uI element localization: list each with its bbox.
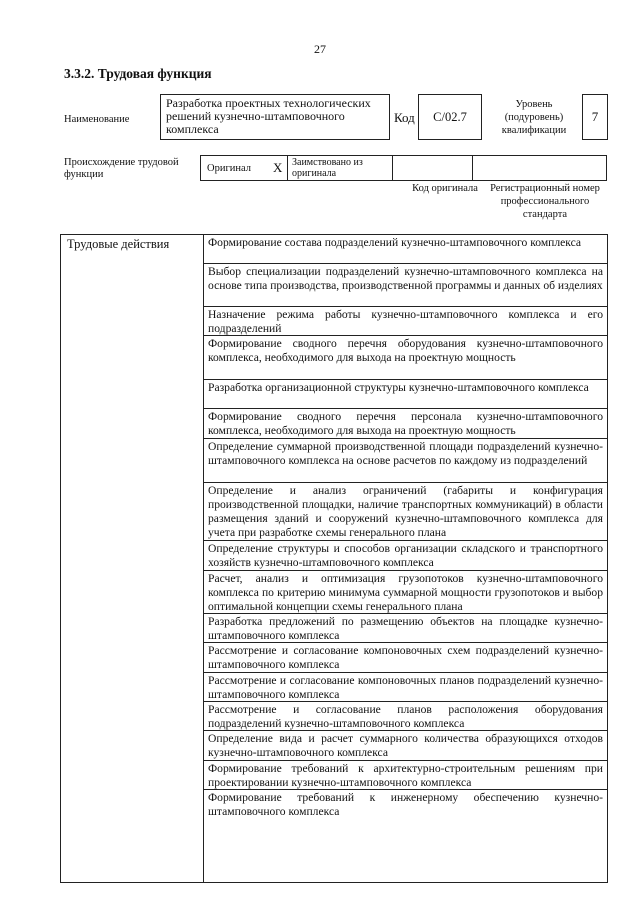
registration-number-cell: [473, 156, 606, 180]
level-value-field: 7: [582, 94, 608, 140]
labor-actions-table: [60, 234, 608, 883]
origin-table: [200, 155, 607, 181]
code-value-field: С/02.7: [418, 94, 482, 140]
labor-action-row: Формирование состава подразделений кузнечно-штамповочного комплекса: [204, 235, 607, 264]
page-number: 27: [314, 42, 326, 56]
caption-original-code: Код оригинала: [412, 183, 478, 194]
labor-action-row: Разработка организационной структуры кузнечно-штамповочного комплекса: [204, 380, 607, 409]
origin-borrowed-label: Заимствовано из оригинала: [292, 157, 363, 179]
name-label: Наименование: [64, 114, 130, 125]
labor-actions-list: [204, 235, 607, 822]
labor-action-row: Назначение режима работы кузнечно-штамповочного комплекса и его подразделений: [204, 307, 607, 336]
labor-action-row: Формирование требований к архитектурно-строительным решениям при проектировании кузнечно-штамповочного комплекса: [204, 761, 607, 790]
level-label: Уровень (подуровень) квалификации: [501, 99, 567, 136]
labor-action-row: Формирование сводного перечня персонала кузнечно-штамповочного комплекса, необходимого для выхода на проектную мощность: [204, 409, 607, 439]
labor-action-row: Определение вида и расчет суммарного количества образующихся отходов кузнечно-штамповочного комплекса: [204, 731, 607, 761]
labor-action-row: Разработка предложений по размещению объектов на площадке кузнечно-штамповочного комплекса: [204, 614, 607, 643]
section-title: 3.3.2. Трудовая функция: [64, 66, 212, 81]
labor-action-row: Формирование сводного перечня оборудования кузнечно-штамповочного комплекса, необходимого для выхода на проектную мощность: [204, 336, 607, 380]
code-label: Код: [394, 110, 415, 125]
labor-action-row: Расчет, анализ и оптимизация грузопотоков кузнечно-штамповочного комплекса по критерию минимума суммарной мощности грузопотоков и выбор оптимальной концепции схемы генерального плана: [204, 571, 607, 614]
labor-action-row: Рассмотрение и согласование компоновочных схем подразделений кузнечно-штамповочного комплекса: [204, 643, 607, 673]
caption-registration-number: Регистрационный номер профессионального стандарта: [490, 183, 600, 220]
original-code-cell: [393, 156, 473, 180]
origin-label: Происхождение трудовой функции: [64, 157, 179, 180]
origin-mark: X: [273, 160, 283, 175]
origin-original-label: Оригинал: [207, 162, 251, 174]
labor-action-row: Выбор специализации подразделений кузнечно-штамповочного комплекса на основе типа производства, производственной программы и данных об изделиях: [204, 264, 607, 307]
labor-action-row: Определение структуры и способов организации складского и транспортного хозяйств кузнечно-штамповочного комплекса: [204, 541, 607, 571]
labor-action-row: Определение и анализ ограничений (габариты и конфигурация производственной площадки, наличие транспортных коммуникаций) в области размещения зданий и сооружений кузнечно-штамповочного комплекса для учета при разработке схемы генерального плана: [204, 483, 607, 541]
labor-action-row: Рассмотрение и согласование компоновочных планов подразделений кузнечно-штамповочного комплекса: [204, 673, 607, 702]
function-name-field: Разработка проектных технологических решений кузнечно-штамповочного комплекса: [160, 94, 390, 140]
origin-borrowed-cell: [288, 156, 393, 180]
labor-action-row: Рассмотрение и согласование планов расположения оборудования подразделений кузнечно-штамповочного комплекса: [204, 702, 607, 731]
labor-action-row: Формирование требований к инженерному обеспечению кузнечно-штамповочного комплекса: [208, 791, 603, 819]
labor-action-row: Определение суммарной производственной площади подразделений кузнечно-штамповочного комплекса на основе расчетов по каждому из подразделений: [204, 439, 607, 483]
labor-actions-label: Трудовые действия: [61, 235, 204, 882]
